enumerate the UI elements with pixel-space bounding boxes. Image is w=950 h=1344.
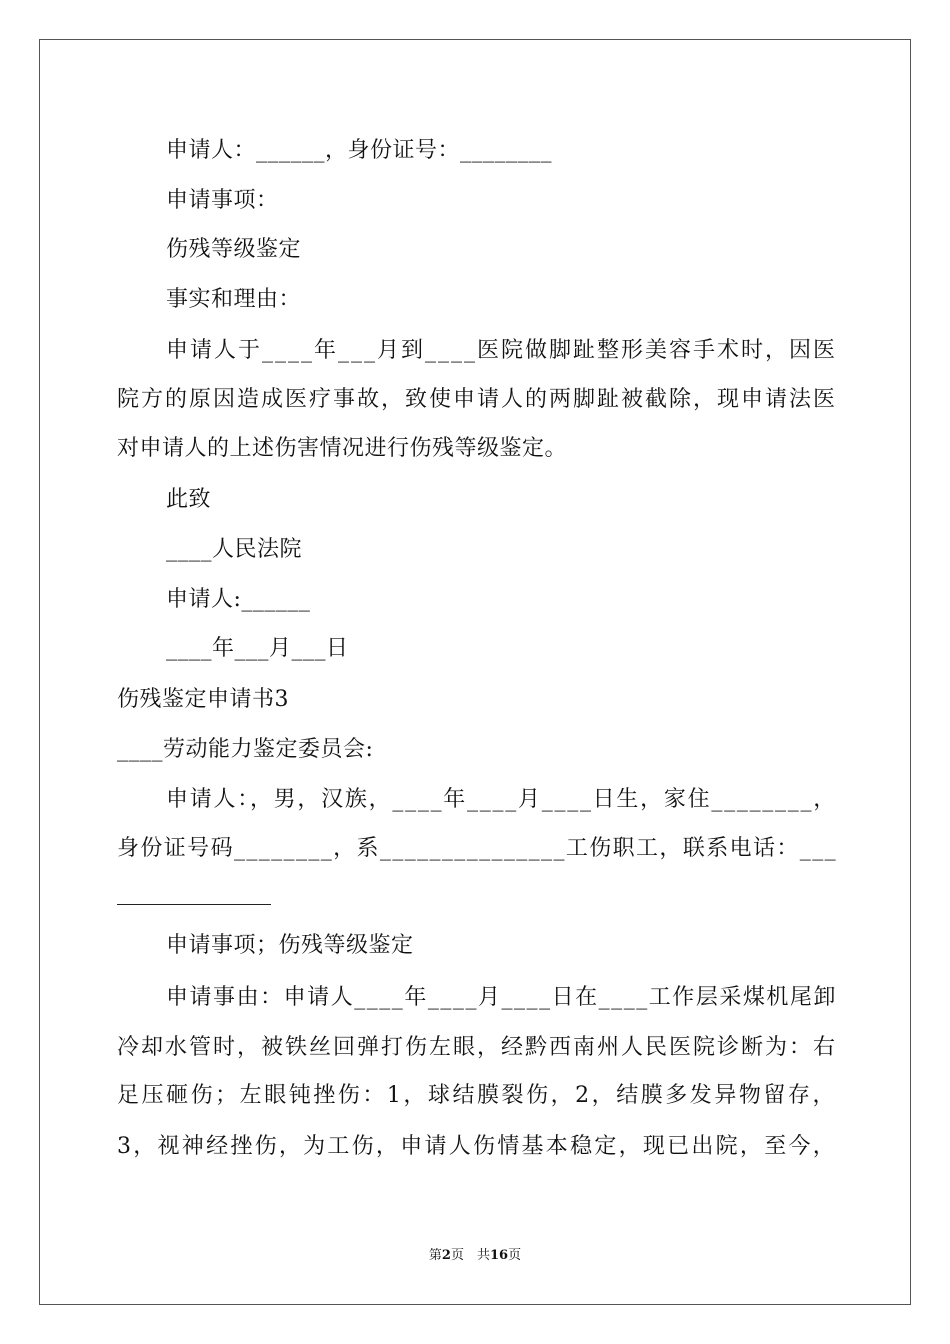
section-title: 伤残鉴定申请书3 [117, 687, 289, 712]
salutation: 此致 [166, 487, 212, 512]
paragraph-line: 身份证号码________，系_______________工伤职工，联系电话：___ [117, 836, 837, 861]
addressee: ____劳动能力鉴定委员会: [117, 737, 374, 762]
applicant-line: 申请人：______，身份证号：________ [166, 138, 553, 163]
page-number: 2 [441, 1248, 451, 1263]
facts-reasons-label: 事实和理由： [166, 287, 302, 312]
paragraph-line: 申请人于____年___月到____医院做脚趾整形美容手术时，因医 [166, 338, 837, 363]
page-suffix: 页 [508, 1248, 522, 1263]
paragraph-line: 足压砸伤；左眼钝挫伤：1，球结膜裂伤，2，结膜多发异物留存， [117, 1083, 837, 1108]
application-matter: 申请事项；伤残等级鉴定 [166, 933, 414, 958]
page-border [39, 39, 911, 1305]
page-prefix: 第 [428, 1248, 442, 1263]
paragraph-line: 申请人：，男，汉族，____年____月____日生，家住________， [166, 787, 837, 812]
paragraph-line: 冷却水管时，被铁丝回弹打伤左眼，经黔西南州人民医院诊断为：右 [117, 1035, 837, 1060]
date-line: ____年___月___日 [166, 636, 349, 661]
page-total: 16 [489, 1248, 509, 1263]
page-mid: 页 共 [450, 1248, 490, 1263]
paragraph-line: 申请事由：申请人____年____月____日在____工作层采煤机尾卸 [166, 985, 837, 1010]
page-footer [0, 1247, 950, 1265]
paragraph-line: 院方的原因造成医疗事故，致使申请人的两脚趾被截除，现申请法医 [117, 387, 837, 412]
signature-line: 申请人:______ [166, 587, 311, 612]
court-name: ____人民法院 [166, 537, 303, 562]
paragraph-line: 对申请人的上述伤害情况进行伤残等级鉴定。 [117, 436, 568, 461]
blank-underline [117, 904, 271, 905]
application-matter-value: 伤残等级鉴定 [166, 237, 302, 262]
application-matter-label: 申请事项： [166, 188, 279, 213]
paragraph-line: 3，视神经挫伤，为工伤，申请人伤情基本稳定，现已出院，至今， [117, 1134, 837, 1159]
